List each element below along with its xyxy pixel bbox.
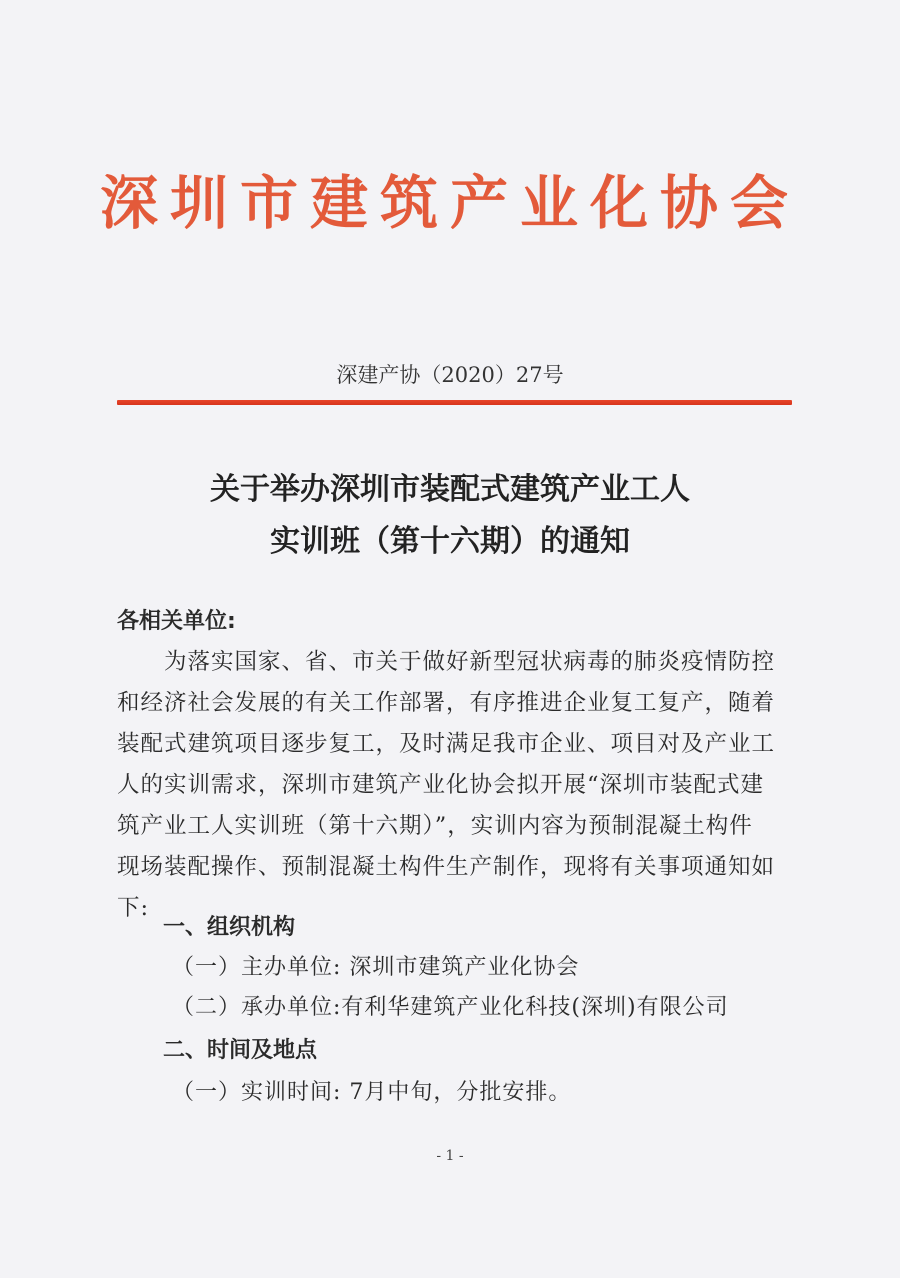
- page-number: - 1 -: [436, 1148, 464, 1164]
- body-line: 下:: [117, 895, 150, 921]
- red-divider-line: [117, 400, 792, 405]
- section-heading-time-place: 二、时间及地点: [163, 1038, 318, 1063]
- body-line: 装配式建筑项目逐步复工，及时满足我市企业、项目对及产业工: [117, 731, 776, 757]
- body-line: 为落实国家、省、市关于做好新型冠状病毒的肺炎疫情防控: [117, 649, 776, 675]
- section-item: （一）实训时间: 7月中旬，分批安排。: [172, 1080, 572, 1105]
- section-heading-organization: 一、组织机构: [163, 915, 296, 940]
- body-line: 和经济社会发展的有关工作部署，有序推进企业复工复产，随着: [117, 690, 776, 716]
- body-line: 筑产业工人实训班（第十六期）”，实训内容为预制混凝土构件: [117, 813, 753, 839]
- salutation: 各相关单位:: [117, 609, 236, 634]
- body-line: 现场装配操作、预制混凝土构件生产制作，现将有关事项通知如: [117, 854, 776, 880]
- document-number: 深建产协（2020）27号: [336, 363, 564, 387]
- organization-letterhead: 深圳市建筑产业化协会: [99, 169, 800, 237]
- body-line: 人的实训需求，深圳市建筑产业化协会拟开展“深圳市装配式建: [117, 772, 765, 798]
- section-item: （一）主办单位: 深圳市建筑产业化协会: [172, 955, 580, 980]
- section-item: （二）承办单位:有利华建筑产业化科技(深圳)有限公司: [172, 995, 729, 1020]
- notice-title-line-2: 实训班（第十六期）的通知: [270, 524, 630, 559]
- notice-title-line-1: 关于举办深圳市装配式建筑产业工人: [210, 472, 690, 507]
